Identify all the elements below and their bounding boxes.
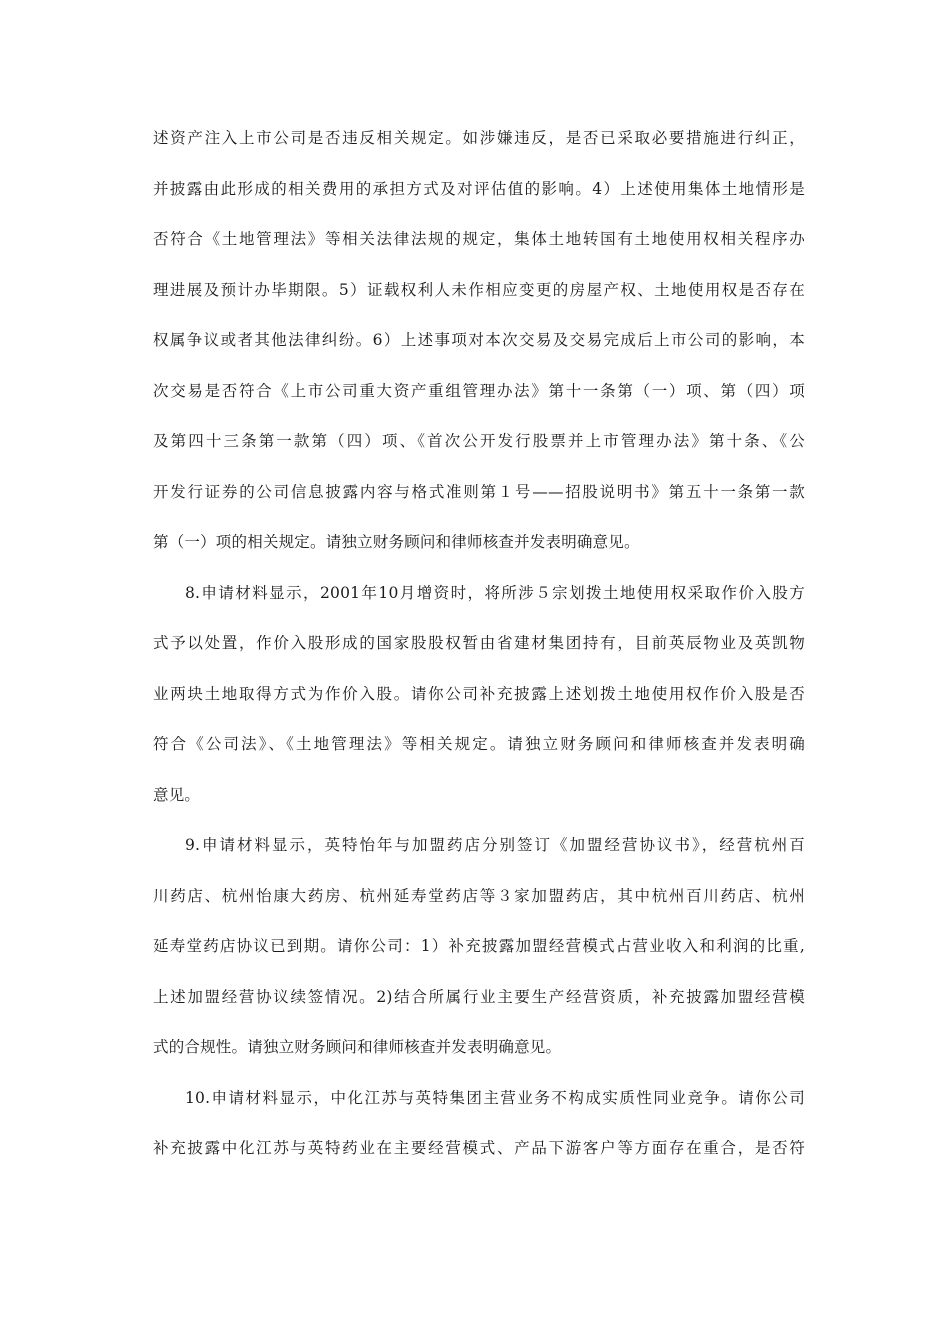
paragraph-line: 意见。 [153,785,201,804]
paragraph-line: 开发行证券的公司信息披露内容与格式准则第１号——招股说明书》第五十一条第一款 [153,482,805,501]
paragraph-line: 次交易是否符合《上市公司重大资产重组管理办法》第十一条第（一）项、第（四）项 [153,381,805,400]
paragraph-line: 式予以处置，作价入股形成的国家股股权暂由省建材集团持有，目前英辰物业及英凯物 [153,634,805,652]
paragraph-line: 述资产注入上市公司是否违反相关规定。如涉嫌违反，是否已采取必要措施进行纠正， [153,129,805,147]
paragraph-line: 式的合规性。请独立财务顾问和律师核查并发表明确意见。 [153,1038,562,1056]
paragraph-line: 延寿堂药店协议已到期。请你公司：1）补充披露加盟经营模式占营业收入和利润的比重, [153,937,805,955]
paragraph-line: 川药店、杭州怡康大药房、杭州延寿堂药店等３家加盟药店，其中杭州百川药店、杭州 [153,886,805,905]
paragraph-line: 第（一）项的相关规定。请独立财务顾问和律师核查并发表明确意见。 [153,533,640,551]
paragraph-line: 10.申请材料显示，中化江苏与英特集团主营业务不构成实质性同业竞争。请你公司 [185,1088,805,1107]
paragraph-line: 并披露由此形成的相关费用的承担方式及对评估值的影响。4）上述使用集体土地情形是 [153,179,805,198]
paragraph-line: 及第四十三条第一款第（四）项、《首次公开发行股票并上市管理办法》第十条、《公 [153,432,805,450]
paragraph-line: 业两块土地取得方式为作价入股。请你公司补充披露上述划拨土地使用权作价入股是否 [153,684,805,703]
paragraph-line: 8.申请材料显示，2001年10月增资时，将所涉５宗划拨土地使用权采取作价入股方 [185,583,805,602]
paragraph-line: 否符合《土地管理法》等相关法律法规的规定，集体土地转国有土地使用权相关程序办 [153,230,805,248]
paragraph-line: 权属争议或者其他法律纠纷。6）上述事项对本次交易及交易完成后上市公司的影响，本 [153,331,805,349]
paragraph-line: 符合《公司法》、《土地管理法》等相关规定。请独立财务顾问和律师核查并发表明确 [153,735,805,753]
paragraph-line: 上述加盟经营协议续签情况。2)结合所属行业主要生产经营资质，补充披露加盟经营模 [153,987,805,1006]
paragraph-line: 9.申请材料显示，英特怡年与加盟药店分别签订《加盟经营协议书》，经营杭州百 [185,836,805,854]
paragraph-line: 补充披露中化江苏与英特药业在主要经营模式、产品下游客户等方面存在重合，是否符 [153,1139,805,1157]
document-body [153,120,805,1181]
paragraph-line: 理进展及预计办毕期限。5）证载权利人未作相应变更的房屋产权、土地使用权是否存在 [153,280,805,299]
